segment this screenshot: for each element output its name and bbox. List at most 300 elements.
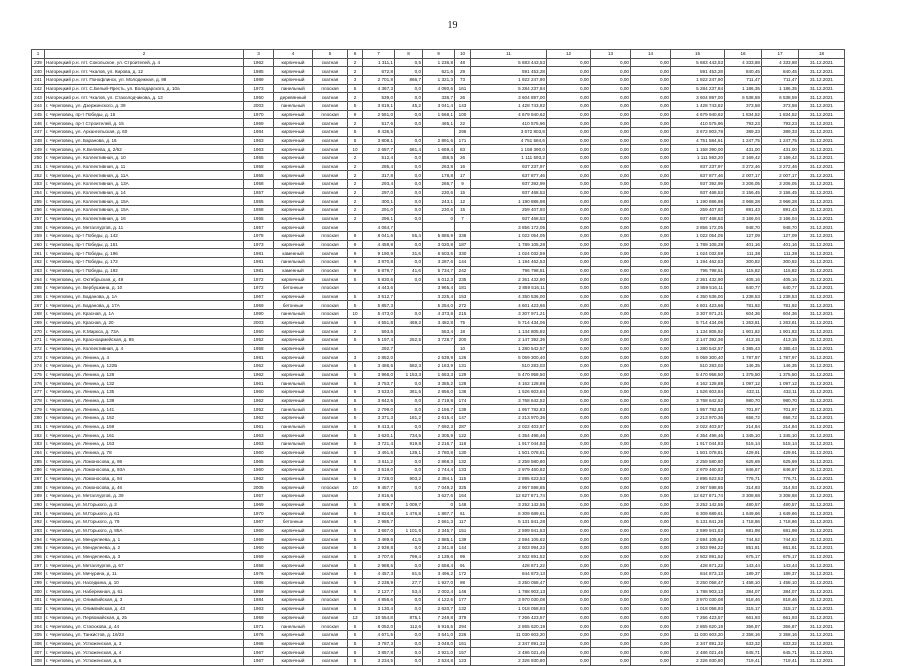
table-cell: 0,00: [547, 561, 591, 570]
table-cell: 361,5: [395, 388, 423, 397]
table-cell: 133: [455, 466, 471, 475]
table-row: [32, 570, 845, 579]
table-cell: 2 345,7: [423, 526, 455, 535]
table-cell: 0,0: [395, 396, 423, 405]
table-cell: [395, 327, 423, 336]
table-cell: 0,00: [631, 396, 671, 405]
table-cell: 0,00: [547, 379, 591, 388]
table-cell: 146: [455, 587, 471, 596]
table-cell: 3 641,0: [423, 630, 455, 639]
table-cell: кирпичный: [274, 656, 313, 665]
table-cell: 3 234,5: [363, 656, 395, 665]
table-cell: 9: [348, 249, 363, 258]
table-cell: 0,00: [591, 136, 631, 145]
table-cell: 4 354 498,46: [671, 431, 725, 440]
table-cell: [348, 344, 363, 353]
table-row: [32, 552, 845, 561]
table-cell: 5: [348, 639, 363, 648]
table-cell: плоская: [313, 283, 348, 292]
table-cell: 2 503 994,22: [671, 544, 725, 553]
table-cell: 29: [455, 67, 471, 76]
table-cell: 143,44: [725, 561, 762, 570]
table-cell: 242: [455, 266, 471, 275]
table-cell: 263: [32, 266, 45, 275]
table-cell: скатная: [313, 136, 348, 145]
table-cell: 0,00: [591, 58, 631, 67]
table-cell: 31.12.2021: [799, 422, 845, 431]
table-cell: 3 968,28: [725, 197, 762, 206]
table-cell: кирпичный: [274, 370, 313, 379]
table-cell: кирпичный: [274, 223, 313, 232]
table-cell: 0,00: [631, 275, 671, 284]
table-cell: 0,00: [591, 544, 631, 553]
table-cell: 0,00: [591, 604, 631, 613]
table-cell: 2 139,6: [423, 552, 455, 561]
table-cell: 405,16: [725, 275, 762, 284]
table-cell: 314,93: [725, 483, 762, 492]
table-cell: 0,00: [591, 518, 631, 527]
table-cell: 5: [348, 414, 363, 423]
table-cell: 0,00: [631, 214, 671, 223]
table-cell: 0,00: [631, 318, 671, 327]
table-row: [32, 422, 845, 431]
table-cell: 243,1: [423, 197, 455, 206]
table-cell: 2 534,8: [423, 656, 455, 665]
table-cell: 3 252 142,55: [471, 500, 547, 509]
table-cell: 0,00: [591, 67, 631, 76]
table-cell: 4 350 536,00: [471, 292, 547, 301]
table-cell: 111,38: [762, 249, 799, 258]
table-cell: 0,00: [547, 318, 591, 327]
table-cell: 296,1: [363, 214, 395, 223]
table-cell: 0,0: [395, 561, 423, 570]
table-cell: 256: [32, 205, 45, 214]
table-cell: 0,00: [631, 596, 671, 605]
table-cell: 2 967 598,85: [471, 483, 547, 492]
table-cell: 621,6: [423, 67, 455, 76]
table-cell: 2 719,8: [423, 396, 455, 405]
table-cell: 2 599 941,53: [471, 526, 547, 535]
table-cell: 980,70: [762, 396, 799, 405]
table-cell: г. Череповец, ул. Баранова, д. 16: [45, 136, 244, 145]
table-cell: 2 859 516,11: [671, 283, 725, 292]
table-cell: 633,32: [725, 639, 762, 648]
table-cell: 31.12.2021: [799, 483, 845, 492]
table-cell: 181,2: [395, 414, 423, 423]
table-cell: 239: [32, 58, 45, 67]
table-cell: 0,00: [631, 379, 671, 388]
table-row: [32, 630, 845, 639]
table-cell: 0,00: [547, 171, 591, 180]
table-cell: 3 533,0: [363, 388, 395, 397]
table-cell: 2 022 403,57: [471, 422, 547, 431]
table-cell: 1959: [244, 301, 274, 310]
table-cell: 3 672 803,78: [671, 127, 725, 136]
table-cell: [348, 223, 363, 232]
table-cell: 1 458,10: [725, 578, 762, 587]
table-cell: 0,0: [395, 110, 423, 119]
table-cell: 4 122,6: [423, 596, 455, 605]
table-cell: 0,00: [591, 578, 631, 587]
table-cell: 48: [455, 58, 471, 67]
table-cell: кирпичный: [274, 509, 313, 518]
table-cell: скатная: [313, 587, 348, 596]
table-cell: 31.12.2021: [799, 223, 845, 232]
table-row: [32, 327, 845, 336]
table-row: [32, 275, 845, 284]
table-cell: 73: [455, 75, 471, 84]
table-cell: 31.12.2021: [799, 552, 845, 561]
table-cell: 293: [32, 526, 45, 535]
table-cell: 1984: [244, 127, 274, 136]
table-cell: 260: [32, 240, 45, 249]
table-cell: г. Череповец, ул. Красноармейская, д. 85: [45, 336, 244, 345]
table-cell: 174: [455, 396, 471, 405]
table-cell: кирпичный: [274, 483, 313, 492]
table-cell: 937 237,97: [671, 162, 725, 171]
table-row: [32, 145, 845, 154]
table-cell: 31.12.2021: [799, 604, 845, 613]
table-cell: г. Череповец, ул. Красная, д. 1А: [45, 309, 244, 318]
table-cell: 5 857,3: [363, 301, 395, 310]
table-cell: 2 326 930,80: [471, 656, 547, 665]
table-cell: 903,2: [395, 474, 423, 483]
table-cell: 799,4: [395, 552, 423, 561]
table-cell: 0,00: [631, 162, 671, 171]
table-cell: 539,0: [363, 93, 395, 102]
table-cell: скатная: [313, 370, 348, 379]
table-cell: [348, 283, 363, 292]
table-cell: 429,91: [725, 448, 762, 457]
table-cell: 31.12.2021: [799, 84, 845, 93]
table-cell: 31.12.2021: [799, 240, 845, 249]
table-cell: 249: [32, 145, 45, 154]
table-row: [32, 535, 845, 544]
table-cell: 250: [32, 153, 45, 162]
table-cell: 553,4: [423, 327, 455, 336]
table-cell: 4 601 423,66: [671, 301, 725, 310]
table-cell: 0,00: [631, 223, 671, 232]
table-cell: г. Череповец, ул. Коллективная, д. 11: [45, 162, 244, 171]
table-cell: 0,00: [631, 353, 671, 362]
table-cell: г. Череповец, ул. Первомайская, д. 25: [45, 613, 244, 622]
table-cell: 937 392,99: [671, 179, 725, 188]
table-cell: 0,0: [395, 483, 423, 492]
table-cell: 2 868,3: [423, 457, 455, 466]
table-cell: 0,00: [547, 396, 591, 405]
table-cell: 0,00: [631, 639, 671, 648]
table-cell: 5: [348, 336, 363, 345]
table-cell: 171: [455, 136, 471, 145]
table-cell: 719,41: [725, 656, 762, 665]
table-cell: 4 679 940,62: [671, 110, 725, 119]
table-cell: кирпичный: [274, 58, 313, 67]
table-cell: 41,5: [395, 535, 423, 544]
table-cell: 776,71: [762, 474, 799, 483]
table-cell: 5 470 958,50: [471, 370, 547, 379]
table-cell: 9: [348, 240, 363, 249]
table-cell: 300,82: [725, 257, 762, 266]
table-cell: 1 024 032,59: [471, 249, 547, 258]
table-cell: г. Череповец, ул. Коллективная, д. 16: [45, 214, 244, 223]
table-cell: скатная: [313, 205, 348, 214]
table-cell: 1 153,3: [395, 370, 423, 379]
table-cell: 1970: [244, 110, 274, 119]
table-cell: кирпичный: [274, 119, 313, 128]
table-cell: 1972: [244, 275, 274, 284]
table-cell: 31.12.2021: [799, 301, 845, 310]
table-cell: 1971: [244, 622, 274, 631]
table-cell: 0,0: [395, 544, 423, 553]
table-cell: 128: [455, 379, 471, 388]
table-cell: 0,0: [395, 179, 423, 188]
table-cell: 0,00: [591, 344, 631, 353]
table-cell: 0,00: [591, 214, 631, 223]
table-cell: 3 225,4: [423, 292, 455, 301]
table-cell: 0,00: [547, 336, 591, 345]
table-cell: 274: [32, 362, 45, 371]
table-cell: 0,00: [591, 396, 631, 405]
table-row: [32, 283, 845, 292]
table-cell: 3 166,04: [725, 214, 762, 223]
table-cell: 0,00: [547, 544, 591, 553]
table-cell: 5 131 841,28: [471, 518, 547, 527]
table-cell: 31.12.2021: [799, 101, 845, 110]
table-cell: 0,00: [591, 370, 631, 379]
table-cell: г. Череповец, ул. К.Беляева, д. 2/62: [45, 145, 244, 154]
table-cell: 681,4: [395, 145, 423, 154]
table-row: [32, 231, 845, 240]
table-cell: 2: [348, 171, 363, 180]
table-cell: 0,00: [591, 101, 631, 110]
table-cell: 866,7: [395, 75, 423, 84]
data-table: [31, 49, 845, 666]
table-cell: 5: [348, 474, 363, 483]
table-cell: 1958: [244, 162, 274, 171]
table-cell: 31.12.2021: [799, 448, 845, 457]
table-cell: 325: [455, 483, 471, 492]
table-cell: 31.12.2021: [799, 474, 845, 483]
table-cell: г. Череповец, ул. Металлургов, д. 67: [45, 561, 244, 570]
table-cell: 1 097,12: [762, 379, 799, 388]
table-cell: г. Череповец, ул. Стасюкова, д. 44: [45, 622, 244, 631]
table-cell: 1 428 743,82: [671, 101, 725, 110]
table-cell: 0,00: [631, 266, 671, 275]
table-cell: 5 284 237,84: [671, 84, 725, 93]
table-cell: 0,00: [547, 474, 591, 483]
table-cell: скатная: [313, 362, 348, 371]
table-cell: 3 496,2: [423, 570, 455, 579]
table-cell: скатная: [313, 223, 348, 232]
table-cell: кирпичный: [274, 214, 313, 223]
table-cell: 315,17: [725, 604, 762, 613]
table-row: [32, 466, 845, 475]
table-cell: 269: [32, 318, 45, 327]
table-cell: 6 809,7: [363, 500, 395, 509]
table-cell: 1 345,10: [725, 431, 762, 440]
table-cell: 465,1: [423, 119, 455, 128]
table-cell: 0,00: [591, 440, 631, 449]
table-cell: 153: [455, 292, 471, 301]
table-cell: 0,00: [547, 500, 591, 509]
table-cell: 4 333,88: [762, 58, 799, 67]
table-cell: 937 468,53: [671, 188, 725, 197]
table-cell: 273: [32, 353, 45, 362]
table-cell: г. Череповец, ул. Металлургов, д. 39: [45, 492, 244, 501]
table-cell: 0,0: [395, 596, 423, 605]
table-cell: 31.12.2021: [799, 214, 845, 223]
table-cell: 5 683 443,53: [671, 58, 725, 67]
table-cell: 0,00: [631, 405, 671, 414]
table-cell: 2 502 891,52: [471, 552, 547, 561]
table-cell: 214,84: [762, 422, 799, 431]
table-header-row: [32, 50, 845, 59]
table-cell: 31.12.2021: [799, 127, 845, 136]
table-cell: 31.12.2021: [799, 414, 845, 423]
table-cell: 161: [455, 84, 471, 93]
table-cell: кирпичный: [274, 431, 313, 440]
table-cell: 948,70: [725, 223, 762, 232]
table-cell: кирпичный: [274, 275, 313, 284]
table-cell: г. Череповец, ул. Октябрьская, д. 49: [45, 275, 244, 284]
table-cell: 1959: [244, 613, 274, 622]
table-cell: 0,00: [591, 336, 631, 345]
table-cell: 0,00: [631, 93, 671, 102]
table-cell: 3 728,7: [423, 336, 455, 345]
table-cell: 263,8: [423, 162, 455, 171]
table-cell: 5: [348, 457, 363, 466]
table-cell: 31.12.2021: [799, 440, 845, 449]
table-cell: 0,00: [547, 422, 591, 431]
table-cell: 291,0: [363, 205, 395, 214]
table-cell: 0,00: [547, 292, 591, 301]
table-cell: 3 768 642,52: [471, 396, 547, 405]
table-cell: 7 049,2: [423, 483, 455, 492]
table-cell: 0,00: [591, 179, 631, 188]
table-cell: 31.12.2021: [799, 405, 845, 414]
table-cell: 672,8: [363, 67, 395, 76]
table-cell: плоская: [313, 301, 348, 310]
table-cell: 1 653,3: [423, 370, 455, 379]
table-cell: 0,00: [547, 604, 591, 613]
table-cell: 1962: [244, 396, 274, 405]
table-cell: 1958: [244, 179, 274, 188]
table-cell: 1 375,50: [762, 370, 799, 379]
table-cell: г. Череповец, ул. Ленина, д. 132: [45, 379, 244, 388]
table-cell: 0,0: [395, 84, 423, 93]
table-cell: 300: [32, 587, 45, 596]
table-cell: 1 526 603,84: [671, 388, 725, 397]
table-cell: 1 311,1: [363, 58, 395, 67]
table-cell: 2 486 021,45: [471, 648, 547, 657]
table-cell: 405,16: [762, 275, 799, 284]
table-cell: г. Череповец, ул. Дзержинского, д. 39: [45, 101, 244, 110]
table-cell: г. Череповец, ул. М.Горького, д. 85А: [45, 526, 244, 535]
table-cell: 0,00: [631, 67, 671, 76]
table-cell: 0,00: [547, 388, 591, 397]
table-cell: 844 873,13: [471, 570, 547, 579]
table-row: [32, 388, 845, 397]
table-cell: 2 169,42: [762, 153, 799, 162]
table-cell: 3 753,7: [363, 379, 395, 388]
table-cell: 0,00: [547, 466, 591, 475]
table-cell: 3 968,28: [762, 197, 799, 206]
table-cell: панельный: [274, 101, 313, 110]
table-cell: 31.12.2021: [799, 466, 845, 475]
column-header: 7: [363, 50, 395, 59]
table-cell: 144: [455, 257, 471, 266]
table-cell: 0,0: [395, 648, 423, 657]
table-cell: 2 594 105,62: [471, 535, 547, 544]
table-cell: 1958: [244, 205, 274, 214]
table-cell: 9: [348, 110, 363, 119]
table-cell: 1 458,10: [762, 578, 799, 587]
table-cell: 0,00: [591, 231, 631, 240]
table-cell: 625,69: [725, 457, 762, 466]
table-cell: 0,0: [395, 422, 423, 431]
table-cell: 2 979 460,82: [671, 466, 725, 475]
table-cell: 164: [455, 492, 471, 501]
table-cell: 31.12.2021: [799, 561, 845, 570]
table-cell: 143,44: [762, 561, 799, 570]
table-cell: кирпичный: [274, 353, 313, 362]
table-cell: 295: [32, 544, 45, 553]
table-cell: скатная: [313, 318, 348, 327]
table-cell: 31.12.2021: [799, 379, 845, 388]
table-cell: 3 604 897,00: [671, 93, 725, 102]
table-cell: бетонные: [274, 518, 313, 527]
table-cell: г. Череповец, ул. Олимпийская, д. 3: [45, 596, 244, 605]
table-cell: скатная: [313, 474, 348, 483]
table-cell: 1 186,35: [762, 84, 799, 93]
table-row: [32, 93, 845, 102]
table-cell: 2: [348, 93, 363, 102]
table-cell: 645,71: [762, 648, 799, 657]
table-cell: г. Череповец, ул. Ломоносова, д. 46: [45, 483, 244, 492]
table-cell: 3 707,6: [363, 552, 395, 561]
table-row: [32, 648, 845, 657]
table-cell: 189,37: [725, 570, 762, 579]
table-cell: 0,00: [591, 188, 631, 197]
table-cell: 1973: [244, 240, 274, 249]
table-cell: 428 671,22: [671, 561, 725, 570]
table-cell: 661,93: [725, 613, 762, 622]
table-cell: 2 007,17: [762, 171, 799, 180]
table-cell: 275: [32, 370, 45, 379]
table-cell: 0,00: [547, 362, 591, 371]
table-cell: г. Череповец, ул. М.Горького, д. 2: [45, 500, 244, 509]
table-cell: 429,91: [762, 448, 799, 457]
table-cell: 0,00: [631, 509, 671, 518]
table-cell: 7 266 423,57: [671, 613, 725, 622]
column-header: 17: [762, 50, 799, 59]
table-cell: 0,0: [395, 136, 423, 145]
table-cell: 139: [455, 405, 471, 414]
table-cell: 1 649,66: [762, 509, 799, 518]
table-cell: г. Череповец, ул. Танкистов, д. 16/23: [45, 630, 244, 639]
table-cell: 1 901,82: [725, 327, 762, 336]
table-cell: 0,00: [547, 240, 591, 249]
table-cell: 1952: [244, 405, 274, 414]
table-cell: 2 780,8: [423, 448, 455, 457]
table-cell: 285: [32, 457, 45, 466]
table-cell: г. Череповец, ул. К.Маркса, д. 73А: [45, 327, 244, 336]
table-cell: 0,00: [631, 656, 671, 665]
table-cell: 11 030 603,20: [671, 630, 725, 639]
table-cell: 255: [32, 197, 45, 206]
table-cell: г. Череповец, ул. Коллективная, д. 4: [45, 344, 244, 353]
table-cell: 177: [455, 596, 471, 605]
